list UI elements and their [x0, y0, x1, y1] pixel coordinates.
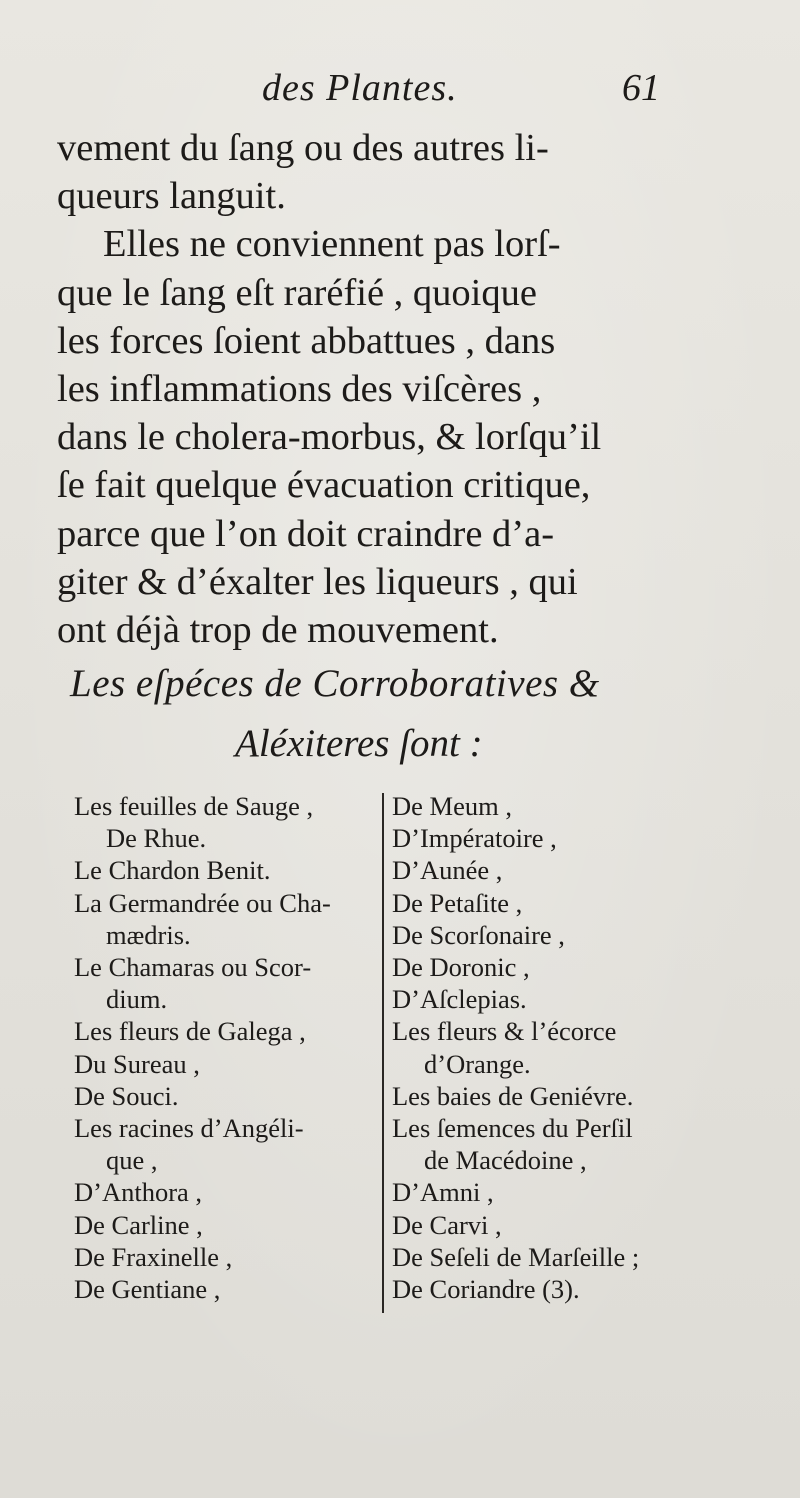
text-line: dans le cholera-morbus, & lorſqu’il — [57, 416, 602, 459]
list-item: Les fleurs de Galega , — [74, 1016, 306, 1047]
text-line: Elles ne conviennent pas lorſ- — [103, 223, 561, 266]
list-item: De Doronic , — [392, 952, 530, 983]
page-number: 61 — [622, 67, 660, 109]
list-item: De Carline , — [74, 1209, 203, 1240]
list-item: D’Amni , — [392, 1177, 494, 1208]
page-header — [0, 66, 800, 126]
list-item: De Fraxinelle , — [74, 1241, 233, 1272]
text-line: les inflammations des viſcères , — [57, 368, 542, 411]
list-item: D’Anthora , — [74, 1177, 203, 1208]
list-item: D’Aunée , — [392, 855, 503, 886]
text-line: vement du ſang ou des autres li- — [57, 127, 549, 169]
text-line: les forces ſoient abbattues , dans — [57, 319, 556, 362]
list-item: La Germandrée ou Cha- — [74, 887, 331, 918]
species-list — [0, 790, 800, 1330]
list-item: Les racines d’Angéli- — [74, 1113, 304, 1144]
list-item: D’Impératoire , — [392, 823, 557, 854]
list-item: De Carvi , — [392, 1209, 502, 1240]
heading-line-1: Les eſpéces de Corroboratives & — [70, 662, 600, 705]
text-line: ont déjà trop de mouvement. — [57, 609, 499, 652]
list-left-column — [74, 790, 374, 1305]
list-item: Du Sureau , — [74, 1048, 200, 1079]
list-item-continuation: d’Orange. — [424, 1048, 531, 1079]
list-item: De Coriandre (3). — [392, 1274, 580, 1305]
text-line: que le ſang eſt raréfié , quoique — [57, 271, 537, 314]
list-item: De Rhue. — [106, 823, 207, 854]
heading-line-2: Aléxiteres ſont : — [235, 722, 483, 765]
list-item: Les baies de Geniévre. — [392, 1080, 634, 1111]
list-item: Les fleurs & l’écorce — [392, 1016, 617, 1047]
list-item: Le Chamaras ou Scor- — [74, 952, 312, 983]
running-head: des Plantes. — [262, 67, 458, 109]
paragraph-1 — [57, 124, 682, 220]
list-item: Le Chardon Benit. — [74, 855, 271, 886]
list-item: De Gentiane , — [74, 1274, 221, 1305]
list-item: Les ſemences du Perſil — [392, 1113, 633, 1144]
list-item-continuation: de Macédoine , — [424, 1145, 587, 1176]
list-item-continuation: mædris. — [106, 919, 191, 950]
paragraph-2 — [57, 220, 682, 654]
list-item: Les feuilles de Sauge , — [74, 791, 314, 821]
list-item: De Souci. — [74, 1080, 179, 1111]
list-item-continuation: que , — [106, 1145, 158, 1176]
list-item: D’Aſclepias. — [392, 984, 527, 1015]
text-line: ſe fait quelque évacuation critique, — [57, 464, 591, 507]
text-line: parce que l’on doit craindre d’a- — [57, 512, 555, 555]
list-item: De Meum , — [392, 791, 512, 821]
text-line: giter & d’éxalter les liqueurs , qui — [57, 560, 578, 603]
list-item: De Scorſonaire , — [392, 919, 565, 950]
list-item: De Seſeli de Marſeille ; — [392, 1241, 640, 1272]
list-item: De Petaſite , — [392, 887, 523, 918]
text-line: queurs languit. — [57, 175, 286, 218]
body-text — [57, 124, 682, 654]
list-item-continuation: dium. — [106, 984, 168, 1015]
list-right-column — [392, 790, 692, 1305]
